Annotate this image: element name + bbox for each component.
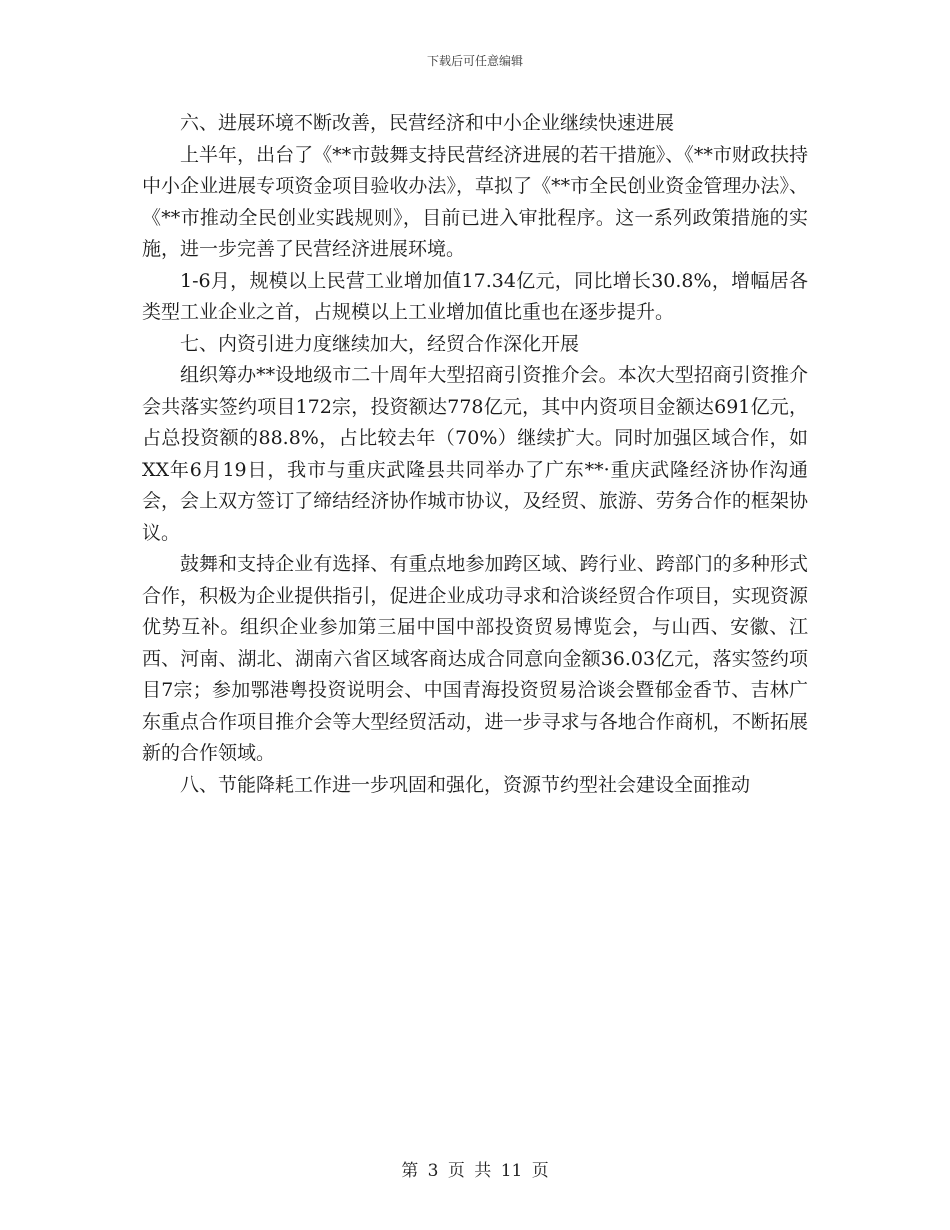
body-paragraph: 1-6月，规模以上民营工业增加值17.34亿元，同比增长30.8%，增幅居各类型工业企业之首，占规模以上工业增加值比重也在逐步提升。 bbox=[142, 269, 808, 323]
section-heading-8: 八、节能降耗工作进一步巩固和强化，资源节约型社会建设全面推动 bbox=[180, 773, 751, 796]
page-footer: 第 3 页 共 11 页 bbox=[401, 1161, 549, 1181]
page-header: 下载后可任意编辑 bbox=[426, 54, 523, 68]
document-body bbox=[142, 108, 808, 801]
section-heading-6: 六、进展环境不断改善，民营经济和中小企业继续快速进展 bbox=[180, 112, 675, 134]
body-paragraph: 鼓舞和支持企业有选择、有重点地参加跨区域、跨行业、跨部门的多种形式合作，积极为企业提供指引，促进企业成功寻求和洽谈经贸合作项目，实现资源优势互补。组织企业参加第三届中国中部投资贸易博览会，与山西、安徽、江西、河南、湖北、湖南六省区域客商达成合同意向金额36.03亿元，落实签约项目7宗；参加鄂港粤投资说明会、中国青海投资贸易洽谈会暨郁金香节、吉林广东重点合作项目推介会等大型经贸活动，进一步寻求与各地合作商机，不断拓展新的合作领域。 bbox=[142, 553, 808, 764]
body-paragraph: 上半年，出台了《**市鼓舞支持民营经济进展的若干措施》、《**市财政扶持中小企业进展专项资金项目验收办法》，草拟了《**市全民创业资金管理办法》、《**市推动全民创业实践规则》，目前已进入审批程序。这一系列政策措施的实施，进一步完善了民营经济进展环境。 bbox=[142, 143, 808, 260]
body-paragraph: 组织筹办**设地级市二十周年大型招商引资推介会。本次大型招商引资推介会共落实签约项目172宗，投资额达778亿元，其中内资项目金额达691亿元，占总投资额的88.8%，占比较去年（70%）继续扩大。同时加强区域合作，如XX年6月19日，我市与重庆武隆县共同举办了广东**·重庆武隆经济协作沟通会，会上双方签订了缔结经济协作城市协议，及经贸、旅游、劳务合作的框架协议。 bbox=[142, 364, 808, 544]
section-heading-7: 七、内资引进力度继续加大，经贸合作深化开展 bbox=[180, 332, 580, 355]
